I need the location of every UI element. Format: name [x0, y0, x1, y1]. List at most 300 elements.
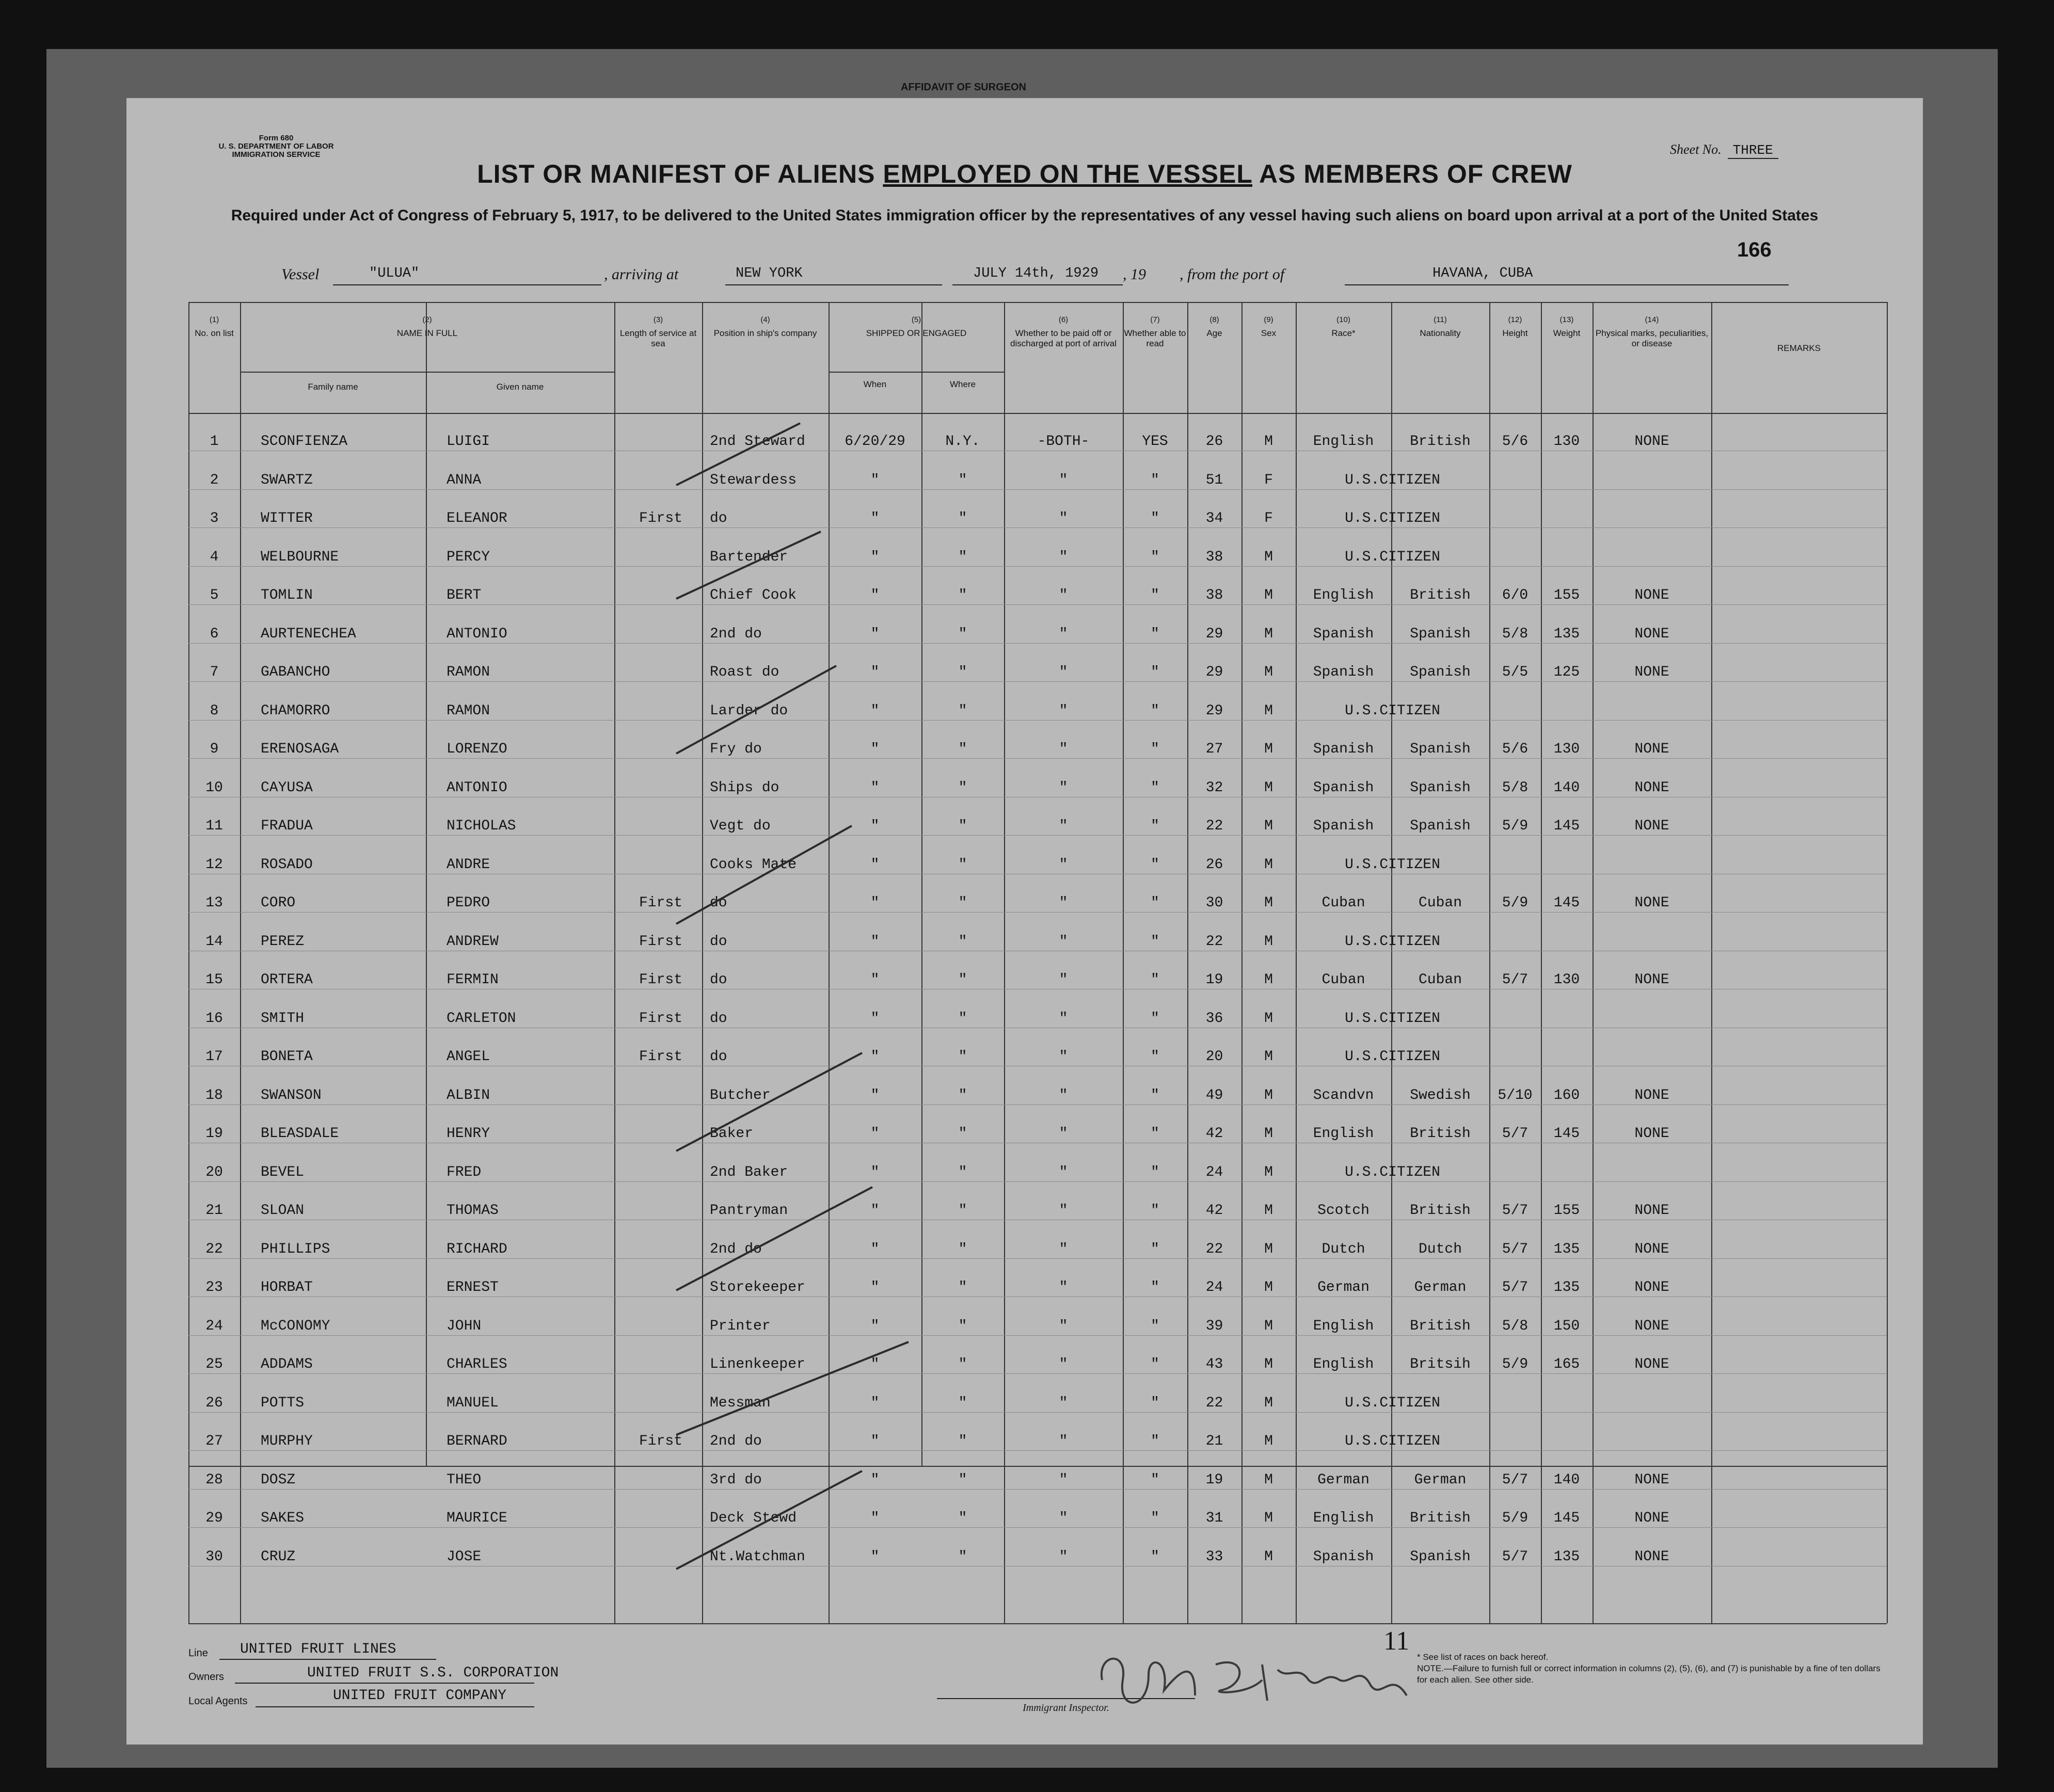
cell-sex: M: [1264, 1433, 1273, 1449]
cell-sex: M: [1264, 1126, 1273, 1142]
cell-sex: M: [1264, 587, 1273, 603]
cell-given: LORENZO: [447, 741, 507, 757]
cell-sex: M: [1264, 1318, 1273, 1334]
owners-label: Owners: [188, 1671, 224, 1683]
cell-sex: F: [1264, 472, 1273, 488]
footer: [188, 1626, 1887, 1729]
cell-read: ": [1151, 1241, 1159, 1257]
cell-position: Baker: [710, 1126, 754, 1142]
cell-where: ": [958, 1433, 967, 1449]
cell-read: ": [1151, 472, 1159, 488]
cell-when: ": [870, 1433, 880, 1449]
cell-weight: 135: [1553, 626, 1580, 642]
cell-when: ": [870, 933, 880, 950]
cell-given: RAMON: [447, 664, 490, 680]
cell-nationality: German: [1414, 1279, 1467, 1295]
cell-where: ": [958, 1087, 967, 1103]
cell-when: ": [870, 587, 880, 603]
cell-given: CARLETON: [447, 1010, 516, 1027]
cell-given: THOMAS: [447, 1203, 499, 1219]
cell-position: do: [710, 895, 727, 911]
table-row: [188, 1413, 1887, 1451]
cell-race: English: [1313, 1356, 1374, 1372]
cell-marks: NONE: [1634, 1548, 1669, 1565]
cell-where: ": [958, 1395, 967, 1411]
cell-nationality: Spanish: [1410, 626, 1471, 642]
cell-sex: M: [1264, 1164, 1273, 1180]
cell-no: 12: [205, 856, 223, 873]
cell-age: 27: [1205, 741, 1223, 757]
page-subtitle: Required under Act of Congress of February 5, 1917, to be delivered to the United States immigration officer by the representatives of any vessel having such aliens on board upon arrival at a port of the United States: [231, 207, 1819, 224]
cell-where: ": [958, 972, 967, 988]
table-row: [188, 836, 1887, 874]
cell-when: ": [870, 1164, 880, 1180]
cell-race: Cuban: [1321, 972, 1365, 988]
cell-no: 5: [210, 587, 219, 603]
cell-family: HORBAT: [261, 1279, 313, 1295]
cell-family: CRUZ: [261, 1548, 296, 1565]
cell-sex: F: [1264, 510, 1273, 526]
cell-when: ": [870, 818, 880, 834]
cell-paid: ": [1059, 472, 1068, 488]
cell-family: CAYUSA: [261, 779, 313, 796]
cell-height: 5/10: [1498, 1087, 1533, 1103]
form-line: IMMIGRATION SERVICE: [232, 150, 321, 159]
arrival-date: JULY 14th, 1929: [973, 266, 1099, 281]
cell-position: Vegt do: [710, 818, 771, 834]
cell-sex: M: [1264, 1471, 1273, 1488]
cell-marks: NONE: [1634, 434, 1669, 450]
cell-read: ": [1151, 1318, 1159, 1334]
cell-no: 27: [205, 1433, 223, 1449]
cell-weight: 125: [1553, 664, 1580, 680]
cell-no: 24: [205, 1318, 223, 1334]
cell-position: do: [710, 1049, 727, 1065]
cell-given: THEO: [447, 1471, 482, 1488]
cell-sex: M: [1264, 664, 1273, 680]
cell-sex: M: [1264, 626, 1273, 642]
cell-no: 13: [205, 895, 223, 911]
table-row: [188, 644, 1887, 682]
cell-nationality: British: [1410, 1126, 1471, 1142]
cell-family: PEREZ: [261, 933, 305, 950]
cell-position: Ships do: [710, 779, 779, 796]
cell-sex: M: [1264, 549, 1273, 565]
cell-where: ": [958, 587, 967, 603]
table-row: [188, 413, 1887, 451]
col-header-read: (7) Whether able to read: [1124, 315, 1186, 348]
cell-age: 29: [1205, 702, 1223, 719]
cell-when: ": [870, 856, 880, 873]
cell-paid: ": [1059, 1356, 1068, 1372]
cell-no: 18: [205, 1087, 223, 1103]
cell-race: Spanish: [1313, 818, 1374, 834]
cell-paid: ": [1059, 1395, 1068, 1411]
cell-when: ": [870, 1395, 880, 1411]
cell-position: Storekeeper: [710, 1279, 805, 1295]
cell-given: FERMIN: [447, 972, 499, 988]
cell-family: POTTS: [261, 1395, 305, 1411]
cell-height: 5/9: [1502, 1356, 1528, 1372]
cell-height: 5/7: [1502, 1203, 1528, 1219]
cell-nationality: Spanish: [1410, 1548, 1471, 1565]
cell-age: 32: [1205, 779, 1223, 796]
cell-height: 5/7: [1502, 1548, 1528, 1565]
cell-when: ": [870, 1279, 880, 1295]
table-row: [188, 1490, 1887, 1528]
table-row: [188, 1298, 1887, 1336]
cell-where: ": [958, 895, 967, 911]
col-header-when: When: [863, 379, 887, 389]
cell-marks: NONE: [1634, 1126, 1669, 1142]
cell-citizen: U.S.CITIZEN: [1345, 933, 1440, 950]
cell-no: 29: [205, 1510, 223, 1526]
form-number-block: [199, 134, 354, 159]
col-header-position: (4) Position in ship's company: [713, 315, 817, 338]
cell-age: 22: [1205, 1395, 1223, 1411]
cell-where: ": [958, 1049, 967, 1065]
cell-when: ": [870, 1318, 880, 1334]
cell-no: 10: [205, 779, 223, 796]
cell-where: ": [958, 472, 967, 488]
cell-sex: M: [1264, 1356, 1273, 1372]
cell-service: First: [639, 972, 682, 988]
cell-given: ERNEST: [447, 1279, 499, 1295]
cell-where: ": [958, 779, 967, 796]
cell-citizen: U.S.CITIZEN: [1345, 472, 1440, 488]
cell-paid: ": [1059, 587, 1068, 603]
cell-nationality: British: [1410, 1203, 1471, 1219]
cell-service: First: [639, 933, 682, 950]
cell-marks: NONE: [1634, 1471, 1669, 1488]
cell-read: ": [1151, 895, 1159, 911]
cell-height: 5/8: [1502, 1318, 1528, 1334]
cell-read: ": [1151, 1087, 1159, 1103]
col-header-weight: (13) Weight: [1553, 315, 1581, 338]
cell-age: 39: [1205, 1318, 1223, 1334]
cell-where: ": [958, 626, 967, 642]
cell-nationality: German: [1414, 1471, 1467, 1488]
cell-when: ": [870, 472, 880, 488]
cell-paid: ": [1059, 549, 1068, 565]
agents-value: UNITED FRUIT COMPANY: [333, 1688, 507, 1704]
cell-position: Pantryman: [710, 1203, 788, 1219]
cell-read: ": [1151, 1356, 1159, 1372]
cell-citizen: U.S.CITIZEN: [1345, 510, 1440, 526]
cell-read: ": [1151, 1049, 1159, 1065]
cell-family: SWARTZ: [261, 472, 313, 488]
col-header-shipped: (5) SHIPPED OR ENGAGED: [866, 315, 967, 338]
cell-sex: M: [1264, 1279, 1273, 1295]
cell-age: 22: [1205, 818, 1223, 834]
cell-age: 29: [1205, 664, 1223, 680]
table-row: [188, 1374, 1887, 1413]
cell-read: ": [1151, 1510, 1159, 1526]
cell-weight: 145: [1553, 818, 1580, 834]
cell-paid: ": [1059, 1164, 1068, 1180]
cell-where: ": [958, 1241, 967, 1257]
cell-position: 2nd Baker: [710, 1164, 788, 1180]
cell-paid: ": [1059, 702, 1068, 719]
cell-no: 1: [210, 434, 219, 450]
table-row: [188, 1182, 1887, 1220]
cell-height: 5/9: [1502, 818, 1528, 834]
cell-paid: -BOTH-: [1037, 434, 1090, 450]
owners-value: UNITED FRUIT S.S. CORPORATION: [307, 1665, 559, 1681]
cell-race: English: [1313, 587, 1374, 603]
cell-read: ": [1151, 587, 1159, 603]
cell-marks: NONE: [1634, 587, 1669, 603]
cell-nationality: Britsih: [1410, 1356, 1471, 1372]
cell-given: ANNA: [447, 472, 482, 488]
cell-position: Linenkeeper: [710, 1356, 805, 1372]
cell-age: 29: [1205, 626, 1223, 642]
cell-when: ": [870, 1126, 880, 1142]
cell-position: 2nd Steward: [710, 434, 805, 450]
table-row: [188, 1336, 1887, 1374]
table-row: [188, 1221, 1887, 1259]
cell-sex: M: [1264, 856, 1273, 873]
col-header-no: (1) No. on list: [195, 315, 234, 338]
cell-when: ": [870, 1548, 880, 1565]
cell-read: ": [1151, 1164, 1159, 1180]
cell-race: English: [1313, 1510, 1374, 1526]
cell-age: 21: [1205, 1433, 1223, 1449]
cell-read: ": [1151, 702, 1159, 719]
line-label: Line: [188, 1647, 208, 1659]
cell-read: ": [1151, 1548, 1159, 1565]
cell-race: Scandvn: [1313, 1087, 1374, 1103]
cell-race: Cuban: [1321, 895, 1365, 911]
cell-read: ": [1151, 1203, 1159, 1219]
cell-given: HENRY: [447, 1126, 490, 1142]
vessel-label: Vessel: [281, 266, 320, 283]
cell-family: SMITH: [261, 1010, 305, 1027]
cell-position: do: [710, 510, 727, 526]
cell-marks: NONE: [1634, 1241, 1669, 1257]
cell-given: JOSE: [447, 1548, 482, 1565]
cell-height: 5/9: [1502, 1510, 1528, 1526]
cell-position: 2nd do: [710, 1241, 762, 1257]
col-header-nationality: (11) Nationality: [1420, 315, 1461, 338]
vessel-line: [281, 266, 1789, 286]
table-row: [188, 1028, 1887, 1066]
cell-paid: ": [1059, 1510, 1068, 1526]
cell-where: ": [958, 933, 967, 950]
table-row: [188, 913, 1887, 951]
cell-paid: ": [1059, 1010, 1068, 1027]
cell-family: BEVEL: [261, 1164, 305, 1180]
cell-weight: 140: [1553, 1471, 1580, 1488]
cell-age: 20: [1205, 1049, 1223, 1065]
cell-when: ": [870, 549, 880, 565]
from-port: HAVANA, CUBA: [1432, 266, 1533, 281]
cell-read: ": [1151, 1126, 1159, 1142]
cell-when: ": [870, 779, 880, 796]
cell-citizen: U.S.CITIZEN: [1345, 856, 1440, 873]
cell-family: SAKES: [261, 1510, 305, 1526]
cell-given: ANTONIO: [447, 779, 507, 796]
col-header-marks: (14) Physical marks, peculiarities, or disease: [1595, 315, 1709, 348]
cell-given: JOHN: [447, 1318, 482, 1334]
cell-position: Fry do: [710, 741, 762, 757]
cell-sex: M: [1264, 933, 1273, 950]
title-part: AS MEMBERS OF CREW: [1252, 159, 1572, 188]
cell-citizen: U.S.CITIZEN: [1345, 549, 1440, 565]
year-label: , 19: [1123, 266, 1146, 283]
cell-paid: ": [1059, 510, 1068, 526]
manifest-page: [126, 82, 1923, 1745]
cell-sex: M: [1264, 702, 1273, 719]
cell-given: FRED: [447, 1164, 482, 1180]
cell-given: PEDRO: [447, 895, 490, 911]
cell-service: First: [639, 1433, 682, 1449]
cell-age: 42: [1205, 1126, 1223, 1142]
table-row: [188, 1528, 1887, 1566]
cell-position: Stewardess: [710, 472, 797, 488]
cell-no: 23: [205, 1279, 223, 1295]
cell-paid: ": [1059, 1087, 1068, 1103]
cell-nationality: Spanish: [1410, 818, 1471, 834]
cell-paid: ": [1059, 818, 1068, 834]
cell-where: ": [958, 510, 967, 526]
cell-paid: ": [1059, 895, 1068, 911]
table-row: [188, 490, 1887, 528]
cell-service: First: [639, 1010, 682, 1027]
cell-weight: 135: [1553, 1241, 1580, 1257]
cell-marks: NONE: [1634, 626, 1669, 642]
cell-paid: ": [1059, 664, 1068, 680]
cell-nationality: Spanish: [1410, 741, 1471, 757]
cell-weight: 165: [1553, 1356, 1580, 1372]
cell-where: ": [958, 664, 967, 680]
cell-height: 5/9: [1502, 895, 1528, 911]
cell-race: German: [1317, 1471, 1370, 1488]
cell-race: English: [1313, 1126, 1374, 1142]
cell-when: ": [870, 702, 880, 719]
cell-age: 43: [1205, 1356, 1223, 1372]
cell-where: ": [958, 1203, 967, 1219]
cell-nationality: British: [1410, 1318, 1471, 1334]
cell-citizen: U.S.CITIZEN: [1345, 1433, 1440, 1449]
cell-where: ": [958, 1010, 967, 1027]
cell-sex: M: [1264, 741, 1273, 757]
cell-given: RAMON: [447, 702, 490, 719]
cell-weight: 135: [1553, 1548, 1580, 1565]
cell-paid: ": [1059, 1241, 1068, 1257]
cell-sex: M: [1264, 818, 1273, 834]
cell-marks: NONE: [1634, 1318, 1669, 1334]
cell-height: 5/7: [1502, 972, 1528, 988]
cell-family: ADDAMS: [261, 1356, 313, 1372]
cell-when: ": [870, 1510, 880, 1526]
form-line: Form 680: [259, 134, 294, 142]
cell-no: 2: [210, 472, 219, 488]
cell-given: BERT: [447, 587, 482, 603]
footnote-penalty: NOTE.—Failure to furnish full or correct information in columns (2), (5), (6), and (7) is punishable by a fine of ten dollars for each alien. See other side.: [1417, 1663, 1881, 1685]
cell-race: Spanish: [1313, 741, 1374, 757]
cell-sex: M: [1264, 779, 1273, 796]
cell-when: ": [870, 1356, 880, 1372]
cell-marks: NONE: [1634, 1279, 1669, 1295]
cell-position: Butcher: [710, 1087, 771, 1103]
cell-paid: ": [1059, 1318, 1068, 1334]
cell-weight: 150: [1553, 1318, 1580, 1334]
col-header-height: (12) Height: [1502, 315, 1528, 338]
arriving-port: NEW YORK: [736, 266, 803, 281]
cell-sex: M: [1264, 1049, 1273, 1065]
cell-marks: NONE: [1634, 779, 1669, 796]
cell-family: FRADUA: [261, 818, 313, 834]
cell-given: ANDREW: [447, 933, 499, 950]
cell-sex: M: [1264, 895, 1273, 911]
cell-height: 5/7: [1502, 1471, 1528, 1488]
cell-when: ": [870, 510, 880, 526]
table-row: [188, 605, 1887, 644]
cell-sex: M: [1264, 1241, 1273, 1257]
sheet-value: THREE: [1728, 142, 1778, 159]
cell-weight: 135: [1553, 1279, 1580, 1295]
cell-position: Printer: [710, 1318, 771, 1334]
cell-position: 2nd do: [710, 1433, 762, 1449]
cell-where: ": [958, 1279, 967, 1295]
cell-when: ": [870, 895, 880, 911]
cell-no: 25: [205, 1356, 223, 1372]
cell-height: 5/7: [1502, 1279, 1528, 1295]
table-row: [188, 1144, 1887, 1182]
cell-family: ROSADO: [261, 856, 313, 873]
cell-service: First: [639, 510, 682, 526]
cell-sex: M: [1264, 434, 1273, 450]
line-value: UNITED FRUIT LINES: [240, 1641, 396, 1657]
cell-family: CORO: [261, 895, 296, 911]
cell-marks: NONE: [1634, 664, 1669, 680]
cell-read: ": [1151, 856, 1159, 873]
cell-given: BERNARD: [447, 1433, 507, 1449]
cell-where: ": [958, 1356, 967, 1372]
cell-family: SLOAN: [261, 1203, 305, 1219]
page-title: [126, 159, 1923, 189]
cell-citizen: U.S.CITIZEN: [1345, 1010, 1440, 1027]
cell-weight: 160: [1553, 1087, 1580, 1103]
cell-nationality: Dutch: [1418, 1241, 1462, 1257]
cell-paid: ": [1059, 1433, 1068, 1449]
cell-age: 34: [1205, 510, 1223, 526]
cell-nationality: Cuban: [1418, 972, 1462, 988]
cell-paid: ": [1059, 741, 1068, 757]
cell-nationality: British: [1410, 1510, 1471, 1526]
cell-age: 24: [1205, 1164, 1223, 1180]
cell-position: Messman: [710, 1395, 771, 1411]
table-row: [188, 797, 1887, 836]
cell-marks: NONE: [1634, 1087, 1669, 1103]
cell-family: ORTERA: [261, 972, 313, 988]
col-header-age: (8) Age: [1206, 315, 1222, 338]
cell-where: ": [958, 818, 967, 834]
cell-when: ": [870, 1471, 880, 1488]
cell-height: 6/0: [1502, 587, 1528, 603]
cell-marks: NONE: [1634, 741, 1669, 757]
cell-position: Chief Cook: [710, 587, 797, 603]
cell-position: 3rd do: [710, 1471, 762, 1488]
cell-weight: 145: [1553, 1510, 1580, 1526]
cell-read: ": [1151, 549, 1159, 565]
cell-age: 22: [1205, 933, 1223, 950]
cell-height: 5/8: [1502, 626, 1528, 642]
cell-paid: ": [1059, 1471, 1068, 1488]
col-header-race: (10) Race*: [1331, 315, 1356, 338]
cell-height: 5/7: [1502, 1241, 1528, 1257]
